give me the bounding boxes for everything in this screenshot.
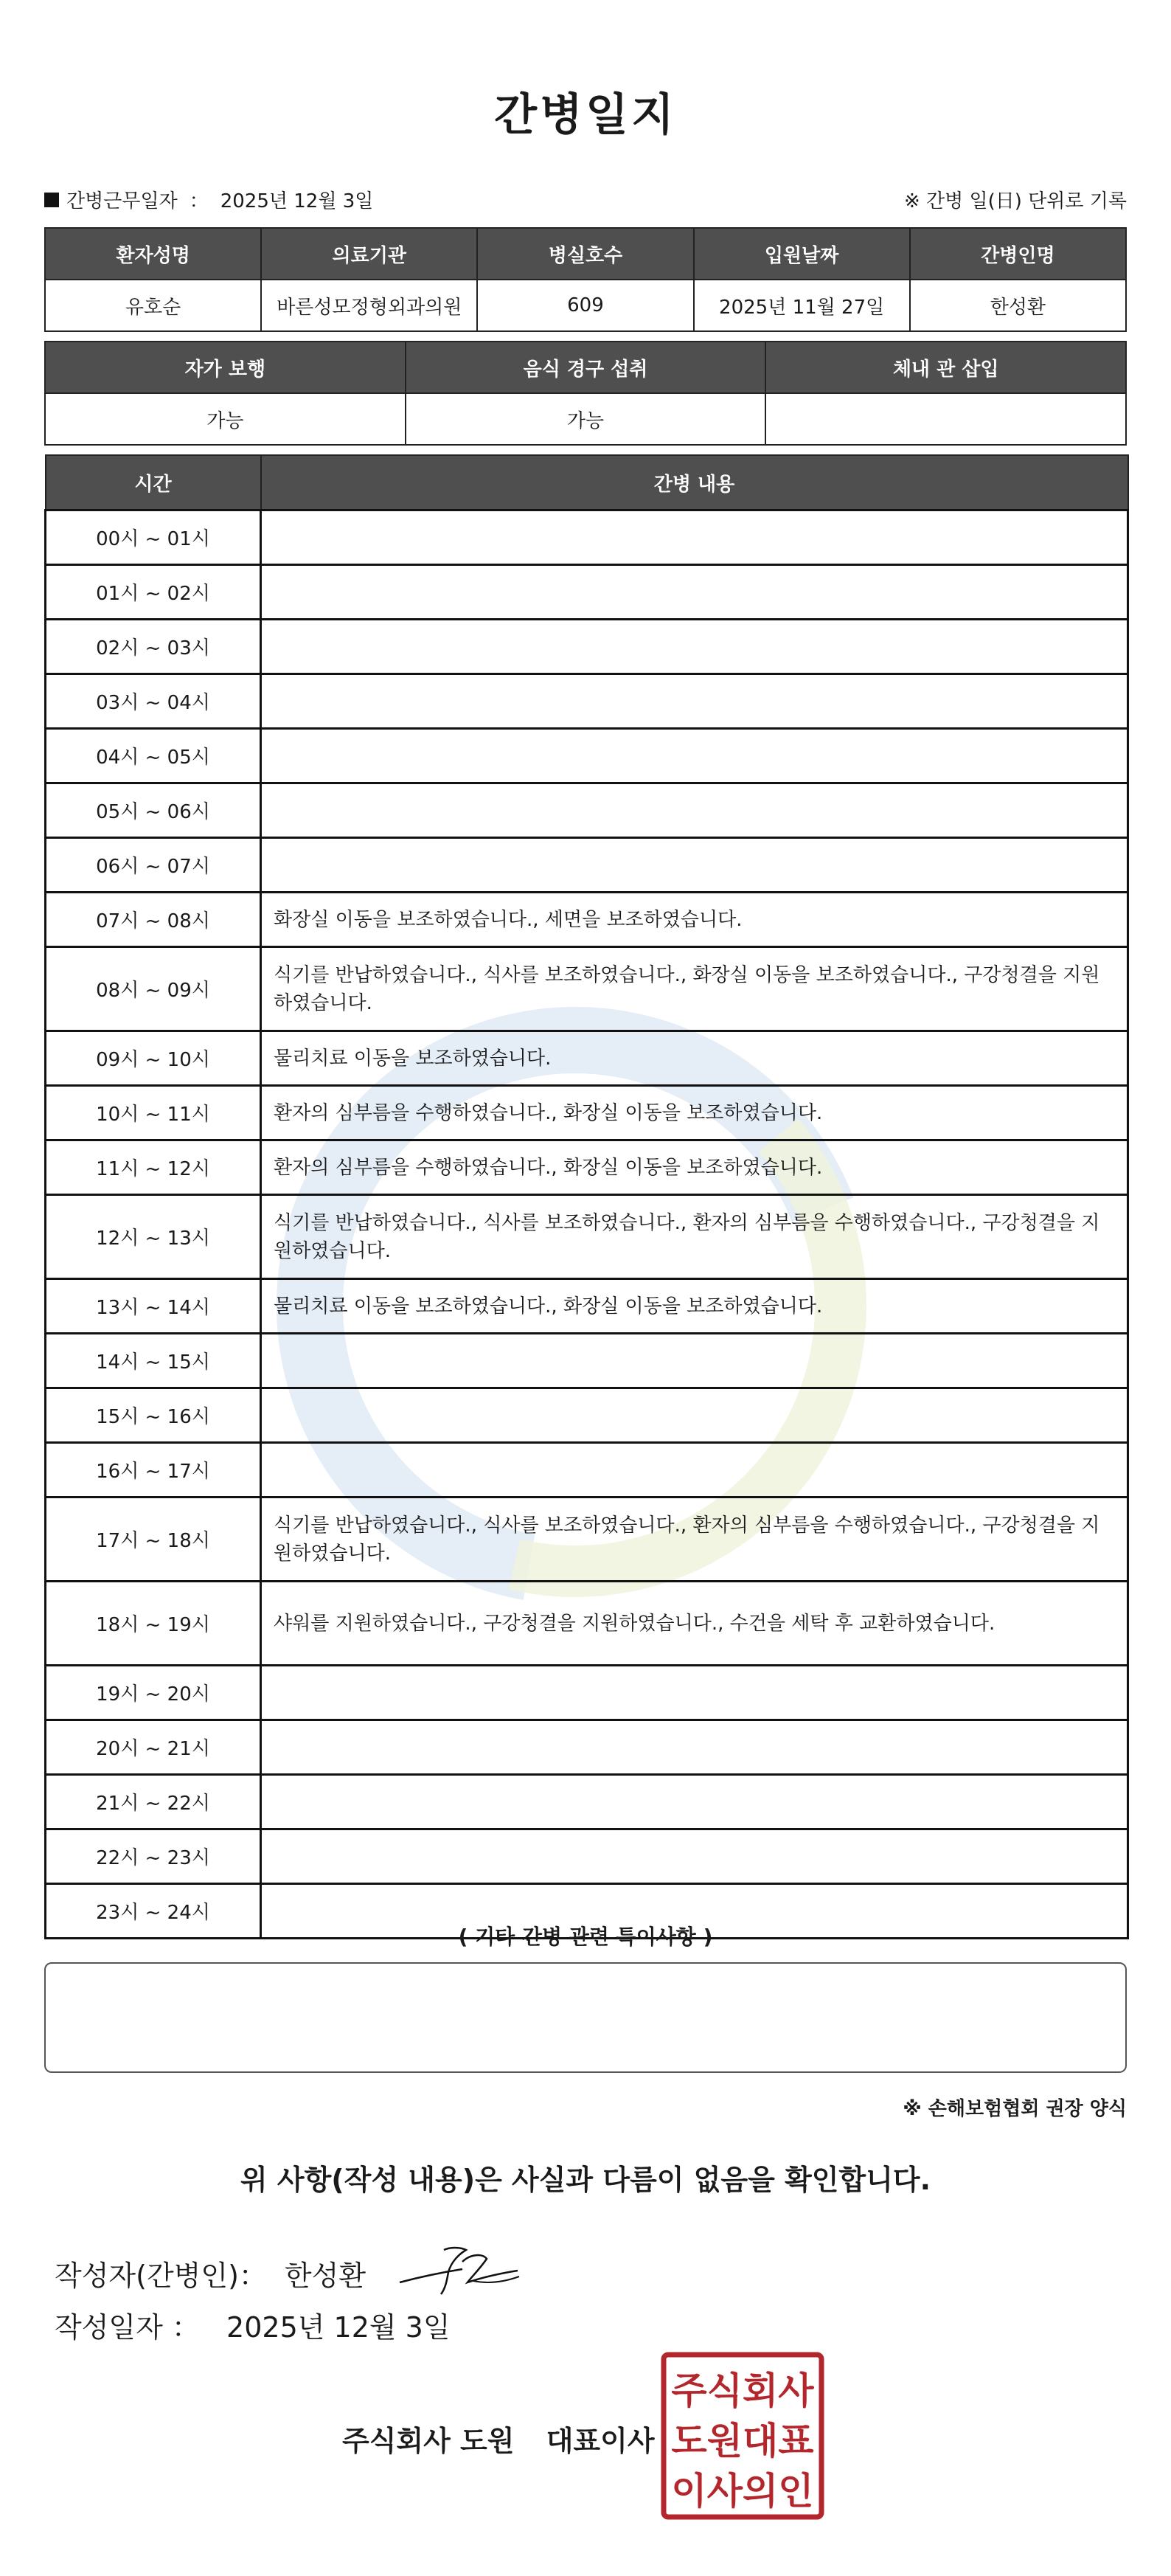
care-content	[261, 620, 1128, 674]
written-date-label: 작성일자	[55, 2311, 163, 2344]
care-content: 화장실 이동을 보조하였습니다., 세면을 보조하였습니다.	[261, 893, 1128, 947]
time-slot: 05시 ~ 06시	[46, 783, 261, 838]
care-content: 물리치료 이동을 보조하였습니다., 화장실 이동을 보조하였습니다.	[261, 1279, 1128, 1334]
time-slot: 13시 ~ 14시	[46, 1279, 261, 1334]
care-log-row	[46, 1498, 1128, 1582]
written-date-value: 2025년 12월 3일	[226, 2311, 451, 2344]
header-care-content: 간병 내용	[261, 455, 1128, 510]
time-slot: 00시 ~ 01시	[46, 510, 261, 565]
time-slot: 07시 ~ 08시	[46, 893, 261, 947]
care-log-row	[46, 1443, 1128, 1498]
time-slot: 20시 ~ 21시	[46, 1720, 261, 1775]
header-self-walking: 자가 보행	[45, 342, 406, 393]
confirmation-statement: 위 사항(작성 내용)은 사실과 다름이 없음을 확인합니다.	[240, 2164, 931, 2196]
room-number: 609	[477, 280, 693, 331]
care-log-row	[46, 729, 1128, 783]
time-slot: 02시 ~ 03시	[46, 620, 261, 674]
care-log-header-row	[46, 455, 1128, 510]
written-date-colon: ：	[171, 2311, 200, 2344]
care-log-row	[46, 1829, 1128, 1884]
care-log-row	[46, 1388, 1128, 1443]
time-slot: 01시 ~ 02시	[46, 565, 261, 620]
time-slot: 03시 ~ 04시	[46, 674, 261, 729]
care-log-table	[44, 454, 1129, 1939]
care-log-row	[46, 1582, 1128, 1666]
work-date-row	[44, 186, 1127, 215]
daily-record-note: ※ 간병 일(日) 단위로 기록	[903, 190, 1127, 212]
time-slot: 22시 ~ 23시	[46, 1829, 261, 1884]
time-slot: 19시 ~ 20시	[46, 1666, 261, 1720]
care-log-row	[46, 510, 1128, 565]
patient-status-header-row	[45, 342, 1126, 393]
care-content: 환자의 심부름을 수행하였습니다., 화장실 이동을 보조하였습니다.	[261, 1140, 1128, 1195]
care-log-row	[46, 1775, 1128, 1829]
care-content: 환자의 심부름을 수행하였습니다., 화장실 이동을 보조하였습니다.	[261, 1086, 1128, 1140]
time-slot: 08시 ~ 09시	[46, 947, 261, 1031]
care-content	[261, 1388, 1128, 1443]
care-content	[261, 1334, 1128, 1388]
header-patient-name: 환자성명	[45, 228, 261, 280]
care-content: 식기를 반납하였습니다., 식사를 보조하였습니다., 환자의 심부름을 수행하였습니다., 구강청결을 지원하였습니다.	[261, 1195, 1128, 1279]
company-seal-stamp	[661, 2352, 824, 2520]
square-bullet-icon	[44, 193, 59, 207]
care-log-row	[46, 947, 1128, 1031]
svg-text:이사의인: 이사의인	[671, 2470, 814, 2513]
care-content	[261, 1775, 1128, 1829]
time-slot: 14시 ~ 15시	[46, 1334, 261, 1388]
header-admission-date: 입원날짜	[694, 228, 910, 280]
self-walking-value: 가능	[45, 393, 406, 445]
special-notes-box	[44, 1962, 1127, 2073]
care-content: 물리치료 이동을 보조하였습니다.	[261, 1031, 1128, 1086]
patient-name: 유호순	[45, 280, 261, 331]
header-caregiver-name: 간병인명	[910, 228, 1126, 280]
care-content	[261, 783, 1128, 838]
work-date-label: 간병근무일자	[66, 190, 178, 212]
care-content	[261, 510, 1128, 565]
svg-text:주식회사: 주식회사	[671, 2369, 814, 2412]
time-slot: 18시 ~ 19시	[46, 1582, 261, 1666]
company-line	[342, 2418, 655, 2459]
work-date	[44, 186, 373, 213]
handwritten-signature	[392, 2240, 525, 2306]
care-log-row	[46, 1720, 1128, 1775]
time-slot: 06시 ~ 07시	[46, 838, 261, 893]
ceo-title: 대표이사	[546, 2425, 655, 2457]
care-log-row	[46, 565, 1128, 620]
writer-label: 작성자(간병인)	[55, 2259, 239, 2292]
time-slot: 16시 ~ 17시	[46, 1443, 261, 1498]
care-content: 식기를 반납하였습니다., 식사를 보조하였습니다., 화장실 이동을 보조하였습니다., 구강청결을 지원하였습니다.	[261, 947, 1128, 1031]
company-name: 주식회사 도원	[342, 2425, 515, 2457]
caregiver-name: 한성환	[910, 280, 1126, 331]
care-log-row	[46, 1279, 1128, 1334]
page-title: 간병일지	[494, 89, 677, 141]
time-slot: 17시 ~ 18시	[46, 1498, 261, 1582]
admission-date: 2025년 11월 27일	[694, 280, 910, 331]
care-content	[261, 729, 1128, 783]
work-date-colon: ：	[189, 190, 209, 212]
care-log-row	[46, 1031, 1128, 1086]
care-log-row	[46, 893, 1128, 947]
care-log-row	[46, 674, 1128, 729]
care-log-row	[46, 1666, 1128, 1720]
care-content	[261, 1443, 1128, 1498]
patient-info-header-row	[45, 228, 1126, 280]
header-room-number: 병실호수	[477, 228, 693, 280]
writer-line	[55, 2240, 525, 2306]
time-slot: 23시 ~ 24시	[46, 1884, 261, 1939]
hospital-name: 바른성모정형외과의원	[261, 280, 477, 331]
time-slot: 12시 ~ 13시	[46, 1195, 261, 1279]
care-content	[261, 1666, 1128, 1720]
form-source-note: ※ 손해보험협회 권장 양식	[903, 2098, 1127, 2120]
time-slot: 09시 ~ 10시	[46, 1031, 261, 1086]
header-hospital: 의료기관	[261, 228, 477, 280]
special-notes-title: ( 기타 간병 관련 특이사항 )	[458, 1925, 713, 1949]
care-log-row	[46, 1195, 1128, 1279]
patient-info-table	[44, 227, 1127, 332]
time-slot: 04시 ~ 05시	[46, 729, 261, 783]
writer-colon: ：	[238, 2259, 267, 2292]
care-content: 샤워를 지원하였습니다., 구강청결을 지원하였습니다., 수건을 세탁 후 교환하였습니다.	[261, 1582, 1128, 1666]
header-oral-intake: 음식 경구 섭취	[406, 342, 766, 393]
written-date-line	[55, 2305, 451, 2345]
svg-text:도원대표: 도원대표	[671, 2420, 814, 2462]
time-slot: 11시 ~ 12시	[46, 1140, 261, 1195]
time-slot: 21시 ~ 22시	[46, 1775, 261, 1829]
care-log-row	[46, 1086, 1128, 1140]
care-log-row	[46, 1140, 1128, 1195]
header-tube-insertion: 체내 관 삽입	[765, 342, 1126, 393]
care-log-row	[46, 838, 1128, 893]
care-log-row	[46, 620, 1128, 674]
care-log-body	[46, 510, 1128, 1939]
tube-insertion-value	[765, 393, 1126, 445]
care-content	[261, 674, 1128, 729]
header-time: 시간	[46, 455, 261, 510]
care-content: 식기를 반납하였습니다., 식사를 보조하였습니다., 환자의 심부름을 수행하였습니다., 구강청결을 지원하였습니다.	[261, 1498, 1128, 1582]
care-content	[261, 565, 1128, 620]
oral-intake-value: 가능	[406, 393, 766, 445]
time-slot: 15시 ~ 16시	[46, 1388, 261, 1443]
care-log-row	[46, 783, 1128, 838]
care-log-row	[46, 1334, 1128, 1388]
patient-info-value-row	[45, 280, 1126, 331]
writer-name: 한성환	[284, 2259, 366, 2292]
care-content	[261, 1720, 1128, 1775]
care-content	[261, 1829, 1128, 1884]
time-slot: 10시 ~ 11시	[46, 1086, 261, 1140]
work-date-value: 2025년 12월 3일	[220, 190, 374, 212]
care-content	[261, 838, 1128, 893]
patient-status-table	[44, 341, 1127, 446]
patient-status-value-row	[45, 393, 1126, 445]
